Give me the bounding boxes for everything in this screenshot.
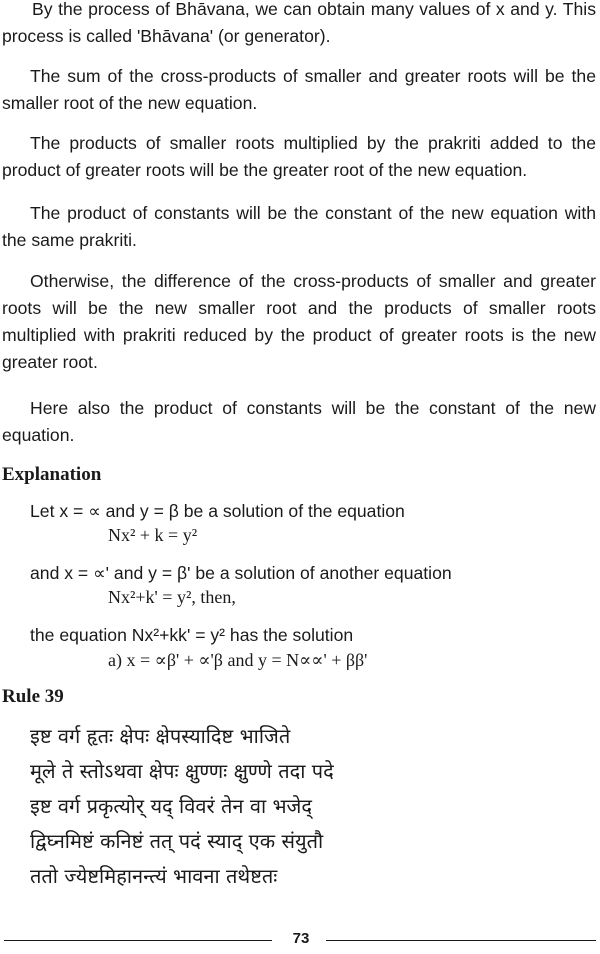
verse-line: द्विघ्नमिष्टं कनिष्टं तत् पदं स्याद् एक संयुतौ <box>30 829 324 853</box>
verse-line: ततो ज्येष्टमिहानन्त्यं भावना तथेष्टतः <box>30 864 278 888</box>
footer-rule-left <box>4 940 272 941</box>
paragraph-here-also: Here also the product of constants will be the constant of the new equation. <box>2 398 596 445</box>
paragraph-otherwise: Otherwise, the difference of the cross-products of smaller and greater roots will be the new smaller root and the products of smaller roots multiplied with prakriti reduced by the product of greater roots is the new greater root. <box>2 271 596 372</box>
equation-second: Nx²+k' = y², then, <box>108 587 236 607</box>
paragraph-sum-cross-products: The sum of the cross-products of smaller and greater roots will be the smaller root of the new equation. <box>2 66 596 113</box>
paragraph-product-constants: The product of constants will be the constant of the new equation with the same prakriti. <box>2 203 596 250</box>
paragraph-products-smaller-roots: The products of smaller roots multiplied by the prakriti added to the product of greater roots will be the greater root of the new equation. <box>2 133 596 180</box>
rule-heading: Rule 39 <box>2 686 64 707</box>
explanation-heading: Explanation <box>2 464 102 485</box>
footer-rule-right <box>326 940 596 941</box>
verse-line: इष्ट वर्ग प्रकृत्योर् यद् विवरं तेन वा भजेद् <box>30 794 313 818</box>
page-number: 73 <box>292 930 310 947</box>
explanation-line-let: Let x = ∝ and y = β be a solution of the equation <box>30 501 405 521</box>
equation-solution: a) x = ∝β' + ∝'β and y = N∝∝' + ββ' <box>108 650 368 670</box>
equation-first: Nx² + k = y² <box>108 525 198 545</box>
explanation-line-another: and x = ∝' and y = β' be a solution of another equation <box>30 563 452 583</box>
paragraph-bhavana: By the process of Bhāvana, we can obtain many values of x and y. This process is called 'Bhāvana' (or generator). <box>2 0 596 46</box>
explanation-line-solution: the equation Nx²+kk' = y² has the solution <box>30 625 354 645</box>
verse-line: मूले ते स्तोऽथवा क्षेपः क्षुण्णः क्षुण्णे तदा पदे <box>30 759 334 783</box>
verse-line: इष्ट वर्ग हृतः क्षेपः क्षेपस्यादिष्ट भाजिते <box>30 724 291 748</box>
